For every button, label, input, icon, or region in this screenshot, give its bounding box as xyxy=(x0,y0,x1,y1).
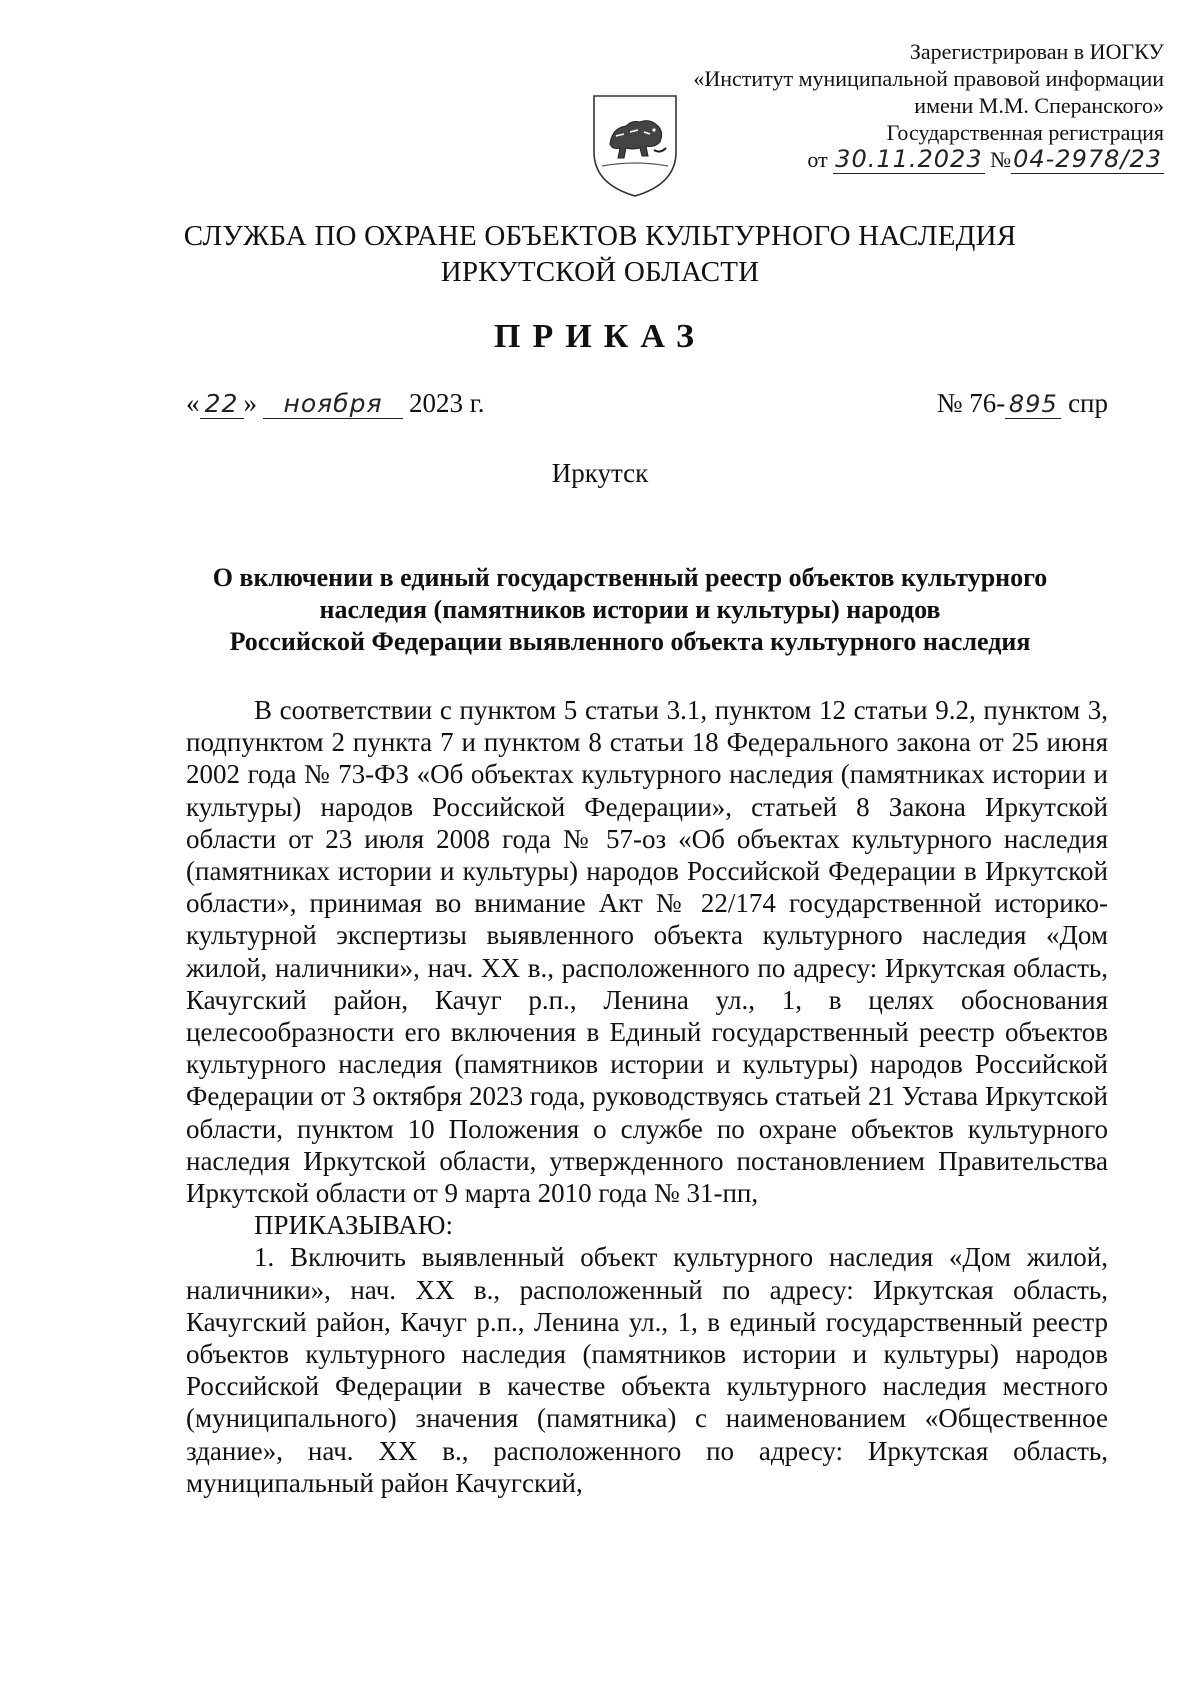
registration-line-4: Государственная регистрация xyxy=(886,120,1164,145)
order-date xyxy=(186,388,485,419)
registration-date-prefix: от xyxy=(807,147,828,172)
registration-number-prefix: № xyxy=(990,147,1012,172)
preamble-paragraph: В соответствии с пунктом 5 статьи 3.1, пунктом 12 статьи 9.2, пунктом 3, подпунктом 2 пункта 7 и пунктом 8 статьи 18 Федерального закона от 25 июня 2002 года № 73-ФЗ «Об объектах культурного наследия (памятниках истории и культуры) народов Российской Федерации», статьей 8 Закона Иркутской области от 23 июля 2008 года № 57-оз «Об объектах культурного наследия (памятниках истории и культуры) народов Российской Федерации в Иркутской области», принимая во внимание Акт № 22/174 государственной историко-культурной экспертизы выявленного объекта культурного наследия «Дом жилой, наличники», нач. XX в., расположенного по адресу: Иркутская область, Качугский район, Качуг р.п., Ленина ул., 1, в целях обоснования целесообразности его включения в Единый государственный реестр объектов культурного наследия (памятников истории и культуры) народов Российской Федерации от 3 октября 2023 года, руководствуясь статьей 21 Устава Иркутской области, пунктом 10 Положения о службе по охране объектов культурного наследия Иркутской области, утвержденного постановлением Правительства Иркутской области от 9 марта 2010 года № 31-пп, xyxy=(186,695,1108,1209)
number-value: 895 xyxy=(1005,390,1061,419)
registration-stamp xyxy=(693,38,1164,173)
order-number xyxy=(937,388,1108,419)
number-suffix: спр xyxy=(1068,388,1108,418)
order-item-1: 1. Включить выявленный объект культурного наследия «Дом жилой, наличники», нач. XX в., расположенный по адресу: Иркутская область, Качугский район, Качуг р.п., Ленина ул., 1, в единый государственный реестр объектов культурного наследия (памятников истории и культуры) народов Российской Федерации в качестве объекта культурного наследия местного (муниципального) значения (памятника) с наименованием «Общественное здание», нач. XX в., расположенного по адресу: Иркутская область, муниципальный район Качугский, xyxy=(186,1242,1108,1498)
date-open-quote: « xyxy=(186,388,200,418)
registration-line-1: Зарегистрирован в ИОГКУ xyxy=(909,39,1164,64)
date-day: 22 xyxy=(200,389,244,419)
organization-name xyxy=(0,218,1200,290)
registration-date-number xyxy=(693,146,1164,173)
organization-line-2: ИРКУТСКОЙ ОБЛАСТИ xyxy=(440,256,760,288)
coat-of-arms-icon xyxy=(588,92,682,200)
registration-line-2: «Институт муниципальной правовой информации xyxy=(693,66,1164,91)
organization-line-1: СЛУЖБА ПО ОХРАНЕ ОБЪЕКТОВ КУЛЬТУРНОГО НАСЛЕДИЯ xyxy=(183,220,1017,252)
order-subject xyxy=(160,562,1100,658)
registration-number: 04-2978/23 xyxy=(1013,145,1162,173)
date-month: ноября xyxy=(263,389,403,419)
order-word: ПРИКАЗЫВАЮ: xyxy=(254,1210,453,1241)
registration-date: 30.11.2023 xyxy=(835,145,983,173)
subject-line-1: О включении в единый государственный реестр объектов культурного xyxy=(212,563,1048,592)
order-body xyxy=(186,694,1108,1499)
date-year: 2023 г. xyxy=(409,388,485,418)
document-title: ПРИКАЗ xyxy=(494,318,706,355)
city: Иркутск xyxy=(551,458,649,488)
number-prefix: № 76- xyxy=(936,388,1006,418)
subject-line-3: Российской Федерации выявленного объекта культурного наследия xyxy=(229,627,1031,656)
subject-line-2: наследия (памятников истории и культуры) народов xyxy=(319,595,941,624)
registration-line-3: имени М.М. Сперанского» xyxy=(914,93,1164,118)
date-close-quote: » xyxy=(243,388,257,418)
